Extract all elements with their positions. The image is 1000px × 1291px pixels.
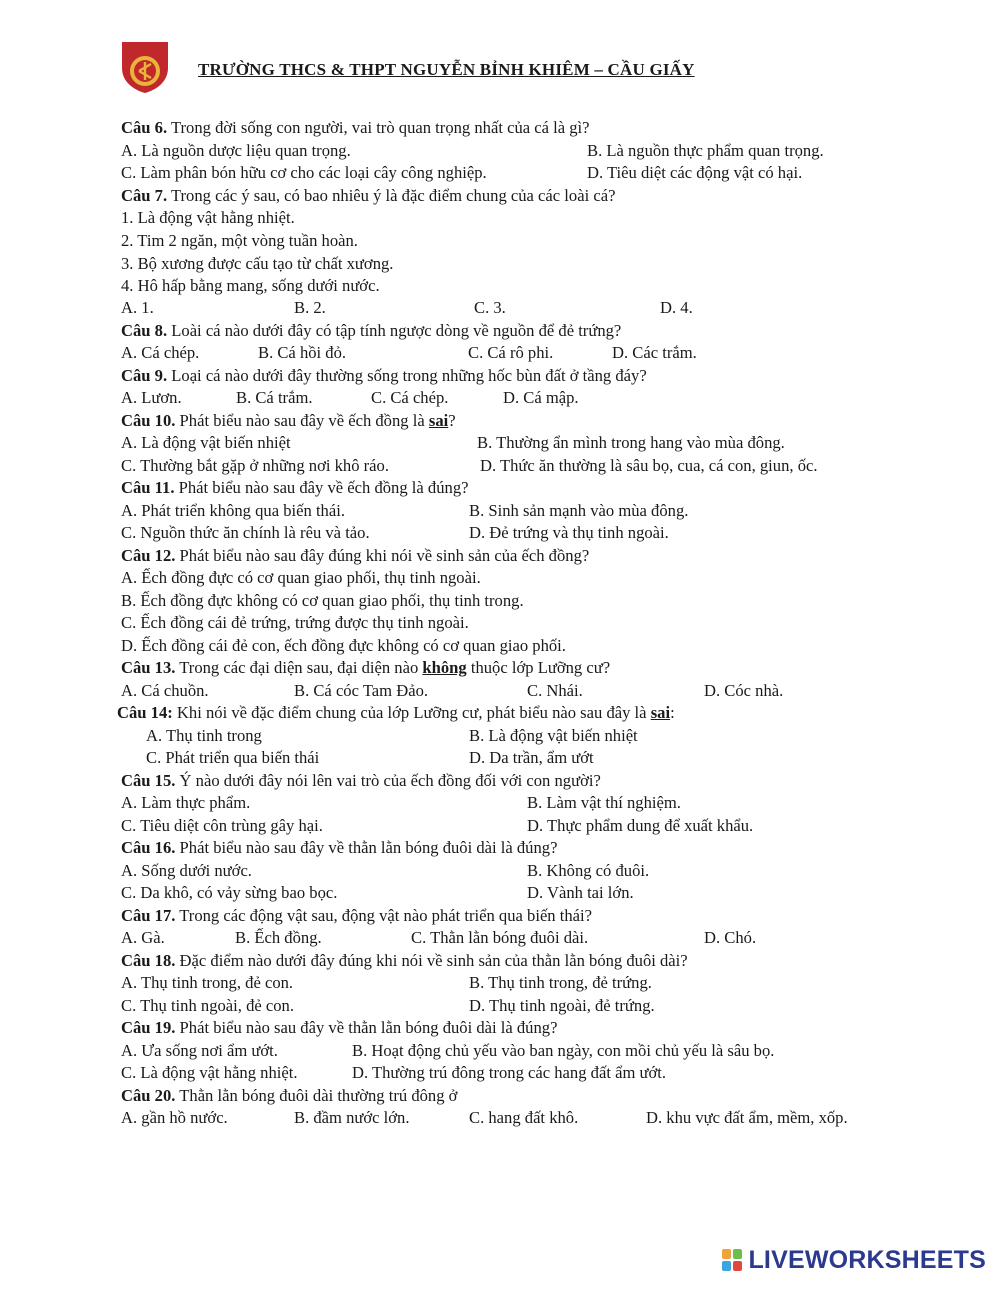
option[interactable]: B. Không có đuôi. (527, 861, 650, 880)
option[interactable]: A. Là nguồn dược liệu quan trọng. (121, 141, 351, 160)
option[interactable]: D. 4. (660, 298, 693, 317)
statement: 1. Là động vật hằng nhiệt. (121, 208, 295, 227)
liveworksheets-icon (722, 1249, 742, 1271)
option[interactable]: D. Ếch đồng cái đẻ con, ếch đồng đực không có cơ quan giao phối. (121, 636, 566, 655)
school-name: TRƯỜNG THCS & THPT NGUYỄN BỈNH KHIÊM – CẦU GIẤY (198, 60, 695, 79)
statement: 3. Bộ xương được cấu tạo từ chất xương. (121, 254, 394, 273)
option[interactable]: C. Tiêu diệt côn trùng gây hại. (121, 816, 323, 835)
question-16: Câu 16. Phát biểu nào sau đây về thằn lằn bóng đuôi dài là đúng? (121, 838, 558, 857)
statement: 2. Tim 2 ngăn, một vòng tuần hoàn. (121, 231, 358, 250)
option[interactable]: A. gần hồ nước. (121, 1108, 228, 1127)
option[interactable]: D. khu vực đất ẩm, mềm, xốp. (646, 1108, 848, 1127)
option[interactable]: A. Cá chuồn. (121, 681, 209, 700)
option[interactable]: D. Thức ăn thường là sâu bọ, cua, cá con, giun, ốc. (480, 456, 818, 475)
option[interactable]: B. Hoạt động chủ yếu vào ban ngày, con mồi chủ yếu là sâu bọ. (352, 1041, 775, 1060)
question-12: Câu 12. Phát biểu nào sau đây đúng khi nói về sinh sản của ếch đồng? (121, 546, 590, 565)
question-8: Câu 8. Loài cá nào dưới đây có tập tính ngược dòng về nguồn để đẻ trứng? (121, 321, 622, 340)
question-14: Câu 14: Khi nói về đặc điểm chung của lớp Lưỡng cư, phát biểu nào sau đây là sai: (117, 703, 675, 722)
option[interactable]: A. Thụ tinh trong, đẻ con. (121, 973, 294, 992)
option[interactable]: D. Cá mập. (503, 388, 579, 407)
option[interactable]: C. hang đất khô. (469, 1108, 579, 1127)
option[interactable]: C. Nhái. (527, 681, 583, 700)
question-20: Câu 20. Thằn lằn bóng đuôi dài thường trú đông ở (121, 1086, 458, 1105)
option[interactable]: C. 3. (474, 298, 506, 317)
question-18: Câu 18. Đặc điểm nào dưới đây đúng khi nói về sinh sản của thằn lằn bóng đuôi dài? (121, 951, 688, 970)
option[interactable]: B. Ếch đồng. (235, 928, 322, 947)
option[interactable]: D. Thực phẩm dung để xuất khẩu. (527, 816, 754, 835)
option[interactable]: B. Cá cóc Tam Đảo. (294, 681, 429, 700)
option[interactable]: A. Cá chép. (121, 343, 200, 362)
option[interactable]: C. Là động vật hằng nhiệt. (121, 1063, 298, 1082)
option[interactable]: A. 1. (121, 298, 154, 317)
question-7: Câu 7. Trong các ý sau, có bao nhiêu ý là đặc điểm chung của các loài cá? (121, 186, 616, 205)
option[interactable]: D. Đẻ trứng và thụ tinh ngoài. (469, 523, 669, 542)
option[interactable]: A. Lươn. (121, 388, 182, 407)
option[interactable]: B. 2. (294, 298, 326, 317)
option[interactable]: C. Làm phân bón hữu cơ cho các loại cây công nghiệp. (121, 163, 487, 182)
question-6: Câu 6. Trong đời sống con người, vai trò quan trọng nhất của cá là gì? (121, 118, 590, 137)
question-17: Câu 17. Trong các động vật sau, động vật nào phát triển qua biến thái? (121, 906, 592, 925)
option[interactable]: C. Ếch đồng cái đẻ trứng, trứng được thụ tinh ngoài. (121, 613, 469, 632)
option[interactable]: C. Nguồn thức ăn chính là rêu và tảo. (121, 523, 370, 542)
option[interactable]: C. Phát triển qua biến thái (146, 748, 320, 767)
question-10: Câu 10. Phát biểu nào sau đây về ếch đồng là sai? (121, 411, 456, 430)
option[interactable]: B. Là động vật biến nhiệt (469, 726, 638, 745)
option[interactable]: B. Làm vật thí nghiệm. (527, 793, 681, 812)
option[interactable]: B. Thụ tinh trong, đẻ trứng. (469, 973, 652, 992)
brand-text: LIVEWORKSHEETS (748, 1245, 986, 1274)
option[interactable]: A. Làm thực phẩm. (121, 793, 251, 812)
option[interactable]: D. Vành tai lớn. (527, 883, 634, 902)
liveworksheets-logo (722, 1245, 986, 1275)
option[interactable]: D. Cóc nhà. (704, 681, 784, 700)
option[interactable]: D. Các trắm. (612, 343, 697, 362)
option[interactable]: B. Cá hồi đỏ. (258, 343, 347, 362)
option[interactable]: A. Thụ tinh trong (146, 726, 262, 745)
option[interactable]: A. Gà. (121, 928, 165, 947)
option[interactable]: D. Chó. (704, 928, 757, 947)
option[interactable]: B. đầm nước lớn. (294, 1108, 410, 1127)
option[interactable]: C. Thằn lằn bóng đuôi dài. (411, 928, 589, 947)
question-13: Câu 13. Trong các đại diện sau, đại diện nào không thuộc lớp Lưỡng cư? (121, 658, 611, 677)
option[interactable]: D. Thường trú đông trong các hang đất ẩm ướt. (352, 1063, 667, 1082)
option[interactable]: B. Cá trắm. (236, 388, 313, 407)
option[interactable]: D. Tiêu diệt các động vật có hại. (587, 163, 803, 182)
option[interactable]: C. Thụ tinh ngoài, đẻ con. (121, 996, 294, 1015)
question-15: Câu 15. Ý nào dưới đây nói lên vai trò của ếch đồng đối với con người? (121, 771, 601, 790)
option[interactable]: C. Thường bắt gặp ở những nơi khô ráo. (121, 456, 389, 475)
option[interactable]: A. Ếch đồng đực có cơ quan giao phối, thụ tinh ngoài. (121, 568, 481, 587)
option[interactable]: C. Cá rô phi. (468, 343, 554, 362)
option[interactable]: B. Sinh sản mạnh vào mùa đông. (469, 501, 689, 520)
option[interactable]: C. Cá chép. (371, 388, 449, 407)
question-19: Câu 19. Phát biểu nào sau đây về thằn lằn bóng đuôi dài là đúng? (121, 1018, 558, 1037)
option[interactable]: A. Ưa sống nơi ẩm ướt. (121, 1041, 278, 1060)
option[interactable]: A. Là động vật biến nhiệt (121, 433, 291, 452)
option[interactable]: D. Thụ tinh ngoài, đẻ trứng. (469, 996, 655, 1015)
option[interactable]: A. Phát triển không qua biến thái. (121, 501, 345, 520)
option[interactable]: B. Thường ẩn mình trong hang vào mùa đông. (477, 433, 785, 452)
option[interactable]: C. Da khô, có vảy sừng bao bọc. (121, 883, 338, 902)
question-9: Câu 9. Loại cá nào dưới đây thường sống trong những hốc bùn đất ở tầng đáy? (121, 366, 647, 385)
statement: 4. Hô hấp bằng mang, sống dưới nước. (121, 276, 380, 295)
option[interactable]: B. Là nguồn thực phẩm quan trọng. (587, 141, 824, 160)
question-11: Câu 11. Phát biểu nào sau đây về ếch đồng là đúng? (121, 478, 469, 497)
option[interactable]: D. Da trần, ẩm ướt (469, 748, 594, 767)
option[interactable]: B. Ếch đồng đực không có cơ quan giao phối, thụ tinh trong. (121, 591, 524, 610)
option[interactable]: A. Sống dưới nước. (121, 861, 252, 880)
